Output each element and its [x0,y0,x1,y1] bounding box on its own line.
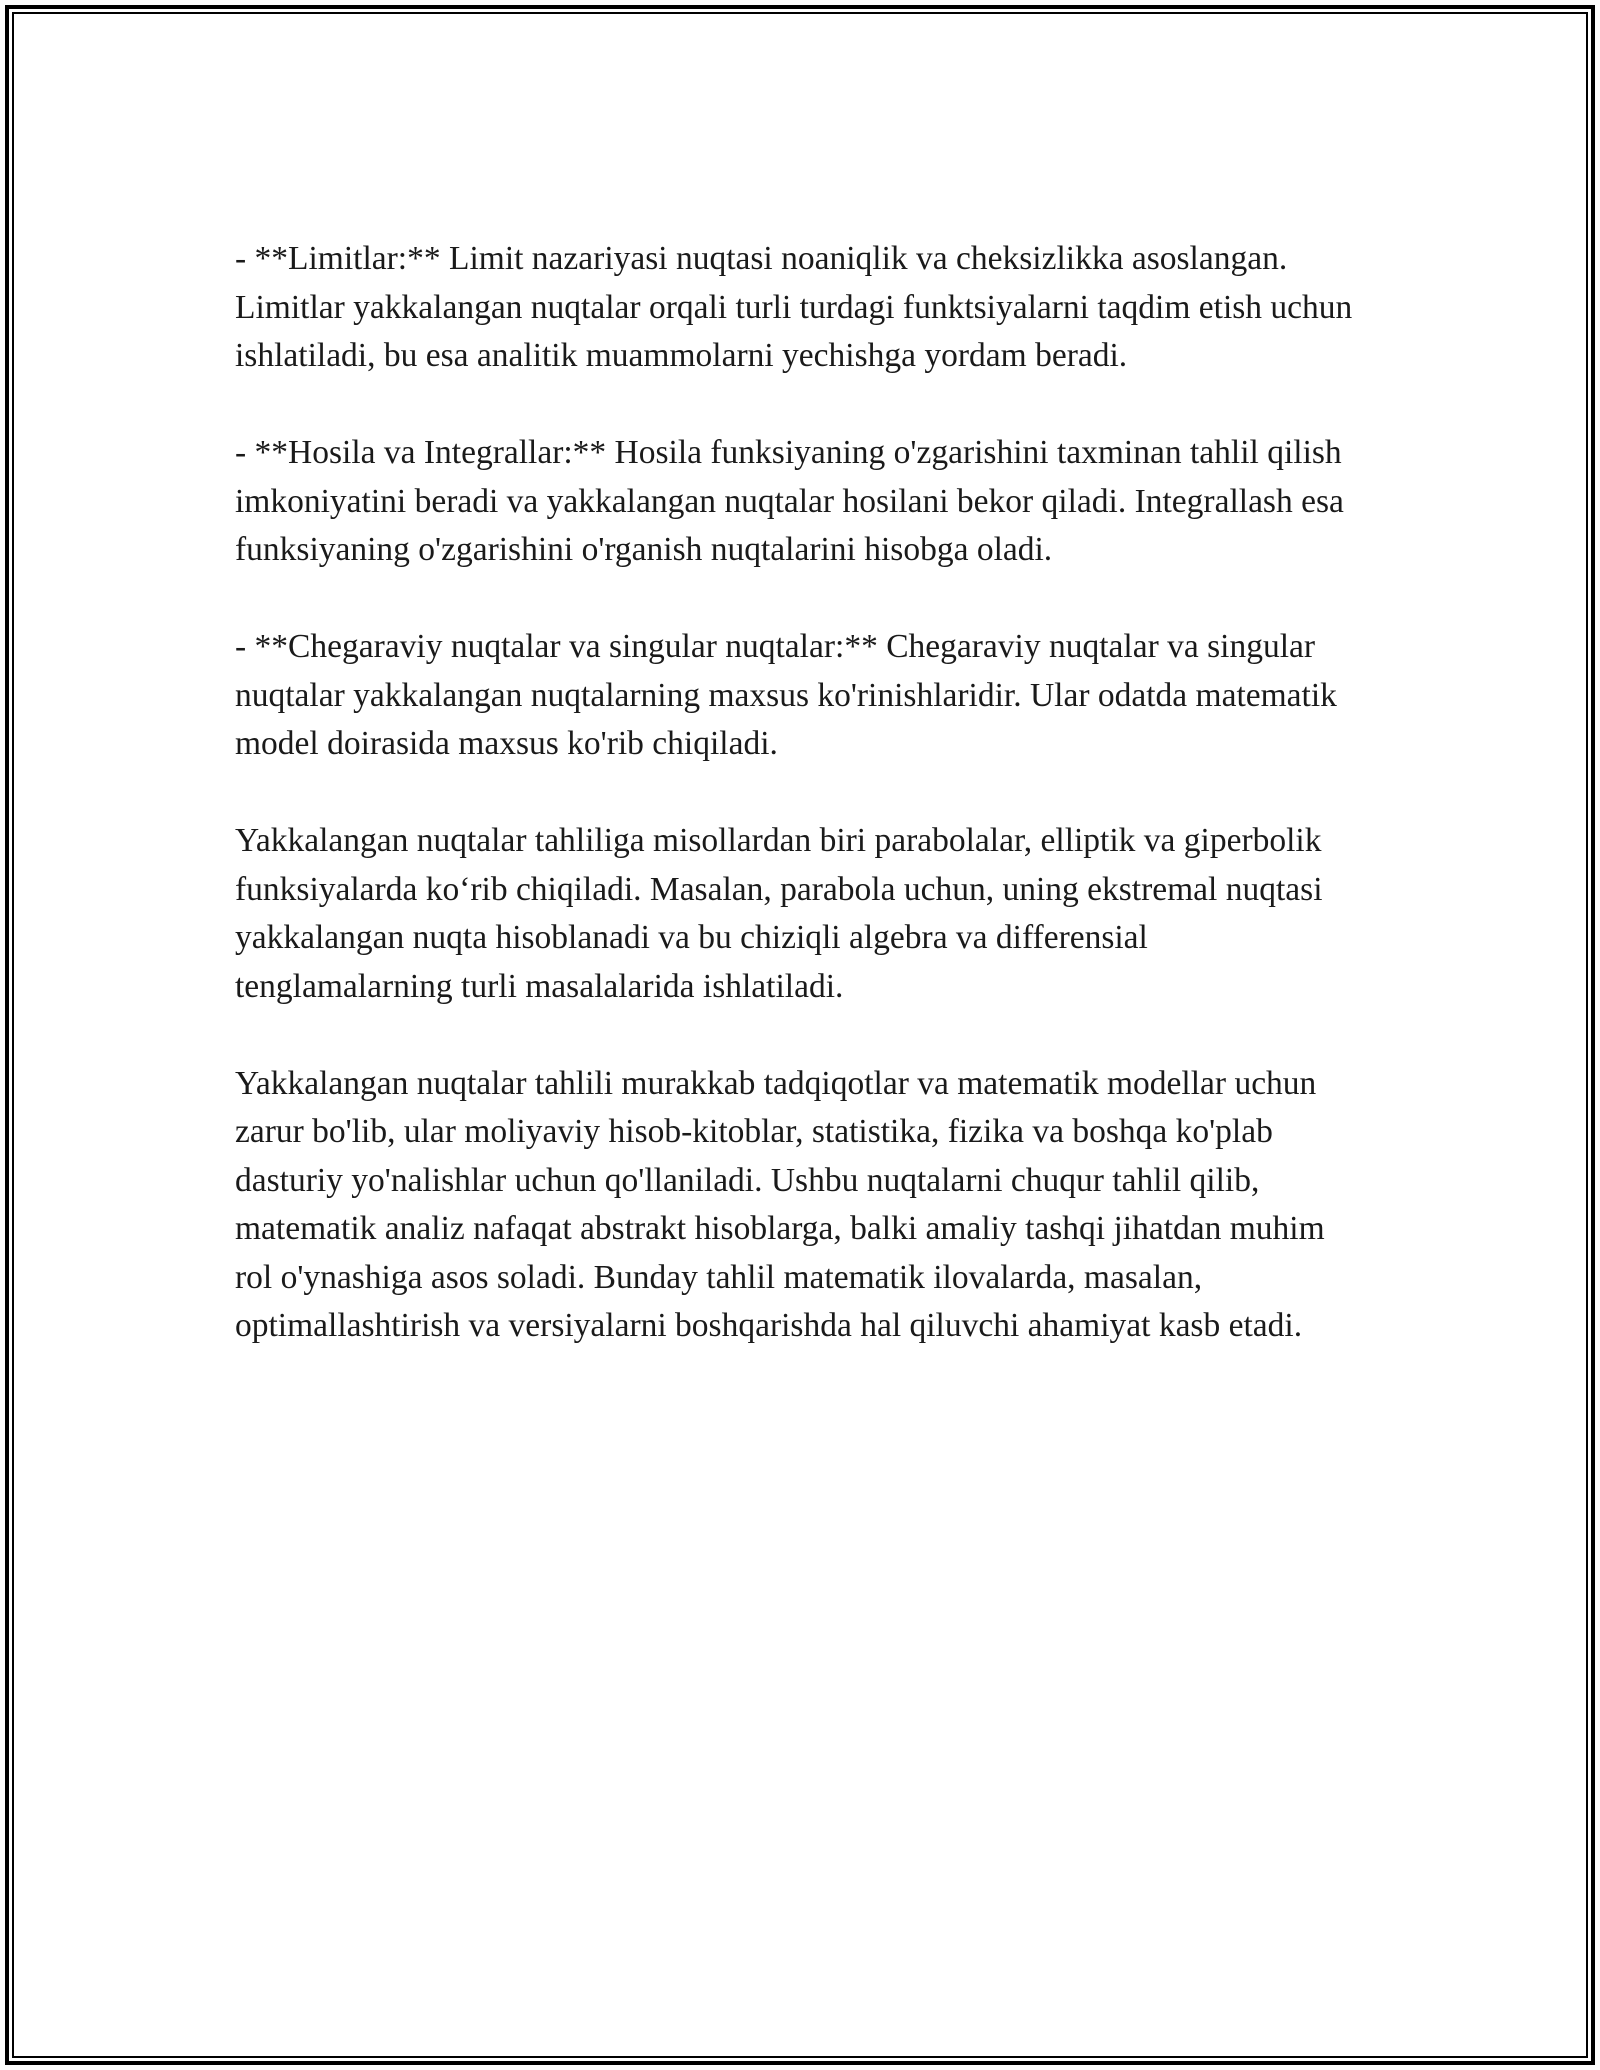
paragraph-limitlar: - **Limitlar:** Limit nazariyasi nuqtasi noaniqlik va cheksizlikka asoslangan. Limitlar yakkalangan nuqtalar orqali turli turdagi funktsiyalarni taqdim etish uchun ishlatiladi, bu esa analitik muammolarni yechishga yordam beradi. [235,240,1353,374]
paragraph-chegaraviy-singular: - **Chegaraviy nuqtalar va singular nuqtalar:** Chegaraviy nuqtalar va singular nuqtalar yakkalangan nuqtalarning maxsus ko'rinishlaridir. Ular odatda matematik model doirasida maxsus ko'rib chiqiladi. [235,628,1337,762]
paragraph-xulosa: Yakkalangan nuqtalar tahlili murakkab tadqiqotlar va matematik modellar uchun zarur bo'lib, ular moliyaviy hisob-kitoblar, statistika, fizika va boshqa ko'plab dasturiy yo'nalishlar uchun qo'llaniladi. Ushbu nuqtalarni chuqur tahlil qilib, matematik analiz nafaqat abstrakt hisoblarga, balki amaliy tashqi jihatdan muhim rol o'ynashiga asos soladi. Bunday tahlil matematik ilovalarda, masalan, optimallashtirish va versiyalarni boshqarishda hal qiluvchi ahamiyat kasb etadi. [235,1064,1325,1344]
paragraph-hosila-integrallar: - **Hosila va Integrallar:** Hosila funksiyaning o'zgarishini taxminan tahlil qilish imkoniyatini beradi va yakkalangan nuqtalar hosilani bekor qiladi. Integrallash esa funksiyaning o'zgarishini o'rganish nuqtalarini hisobga oladi. [235,434,1344,568]
paragraph-misollar: Yakkalangan nuqtalar tahliliga misollardan biri parabolalar, elliptik va giperbolik funksiyalarda ko‘rib chiqiladi. Masalan, parabola uchun, uning ekstremal nuqtasi yakkalangan nuqta hisoblanadi va bu chiziqli algebra va differensial tenglamalarning turli masalalarida ishlatiladi. [235,822,1323,1005]
document-body [235,235,1365,1351]
